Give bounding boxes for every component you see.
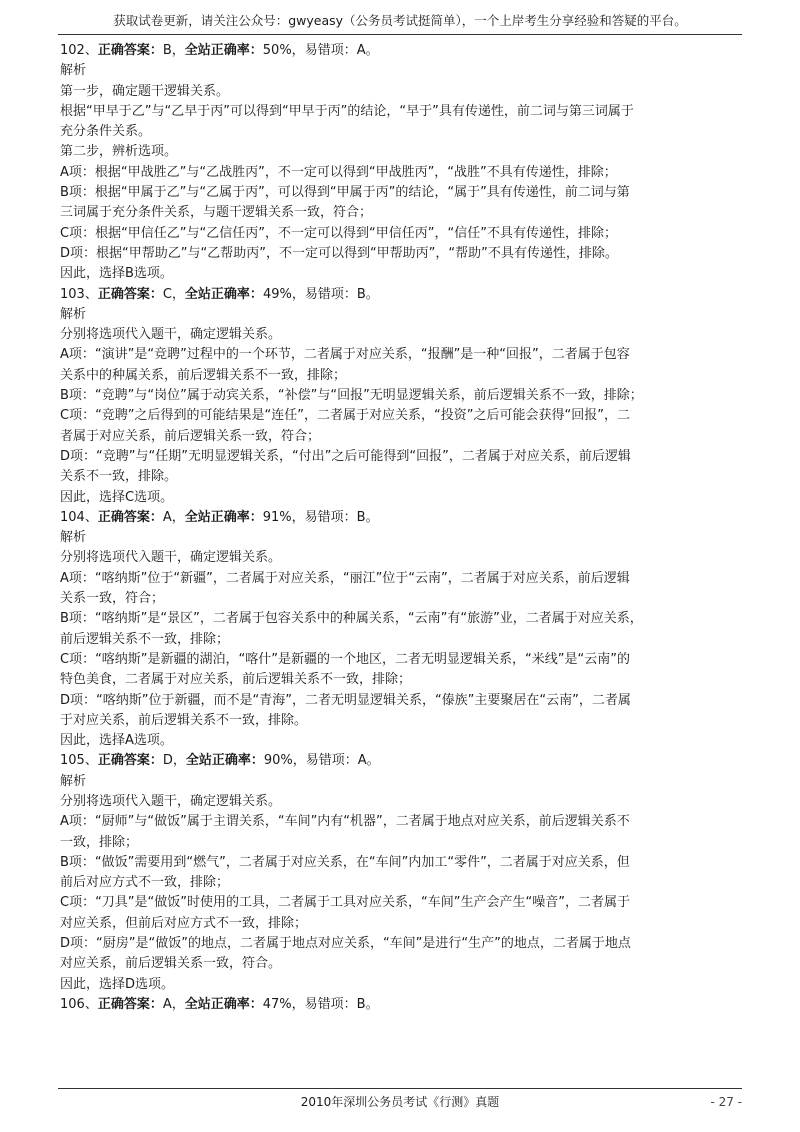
question-number: 103、 xyxy=(60,286,98,302)
answer-value: A， xyxy=(162,996,185,1012)
answer-label: 正确答案： xyxy=(97,286,163,302)
analysis-line: 充分条件关系。 xyxy=(60,124,152,140)
answer-label: 正确答案： xyxy=(97,753,163,769)
question-block xyxy=(60,285,746,508)
analysis-line: 分别将选项代入题干，确定逻辑关系。 xyxy=(60,327,282,343)
analysis-line: A项：根据“甲战胜乙”与“乙战胜丙”，不一定可以得到“甲战胜丙”，“战胜”不具有传递性，排除； xyxy=(60,164,617,180)
analysis-line: 关系不一致，排除。 xyxy=(60,469,178,485)
answer-label: 正确答案： xyxy=(97,43,163,58)
analysis-heading: 解析 xyxy=(60,773,87,789)
wrong-option: 易错项：A。 xyxy=(304,43,379,58)
question-header xyxy=(60,41,746,61)
rate-value: 91%， xyxy=(262,509,305,525)
wrong-option: 易错项：B。 xyxy=(304,286,379,302)
rate-label: 全站正确率： xyxy=(184,286,263,302)
question-block xyxy=(60,41,746,285)
answer-value: A， xyxy=(162,509,185,525)
analysis-line: 于对应关系，前后逻辑关系不一致，排除。 xyxy=(60,712,308,728)
question-header xyxy=(60,751,746,771)
analysis-line: 因此，选择C选项。 xyxy=(60,489,174,505)
answer-label: 正确答案： xyxy=(97,509,163,525)
analysis-line: D项：“厨房”是“做饭”的地点，二者属于地点对应关系，“车间”是进行“生产”的地点，二者属于地点 xyxy=(60,936,631,952)
analysis-line: B项：“做饭”需要用到“燃气”，二者属于对应关系，在“车间”内加工“零件”，二者属于对应关系，但 xyxy=(60,854,630,870)
rate-value: 50%， xyxy=(262,43,305,58)
analysis-line: D项：根据“甲帮助乙”与“乙帮助丙”，不一定可以得到“甲帮助丙”，“帮助”不具有传递性，排除。 xyxy=(60,245,618,261)
analysis-line: B项：“喀纳斯”是“景区”，二者属于包容关系中的种属关系，“云南”有“旅游”业，二者属于对应关系， xyxy=(60,611,643,627)
analysis-line: B项：根据“甲属于乙”与“乙属于丙”，可以得到“甲属于丙”的结论，“属于”具有传递性，前二词与第 xyxy=(60,185,630,201)
analysis-line: 根据“甲早于乙”与“乙早于丙”可以得到“甲早于丙”的结论，“早于”具有传递性，前二词与第三词属于 xyxy=(60,103,634,119)
analysis-line: 对应关系，前后逻辑关系一致，符合。 xyxy=(60,956,282,972)
rate-label: 全站正确率： xyxy=(184,996,263,1012)
answer-value: C， xyxy=(162,286,185,302)
question-number: 104、 xyxy=(60,509,98,525)
analysis-line: 第二步，辨析选项。 xyxy=(60,144,178,160)
analysis-line: 一致，排除； xyxy=(60,834,139,850)
wrong-option: 易错项：B。 xyxy=(304,509,379,525)
question-number: 106、 xyxy=(60,996,98,1012)
question-number: 105、 xyxy=(60,753,98,769)
analysis-line: B项：“竞聘”与“岗位”属于动宾关系，“补偿”与“回报”无明显逻辑关系，前后逻辑关系不一致，排除； xyxy=(60,388,643,404)
question-block xyxy=(60,751,746,995)
question-block xyxy=(60,995,746,1015)
analysis-line: 分别将选项代入题干，确定逻辑关系。 xyxy=(60,793,282,809)
wrong-option: 易错项：A。 xyxy=(305,753,380,769)
analysis-line: 第一步，确定题干逻辑关系。 xyxy=(60,83,230,99)
analysis-line: 对应关系，但前后对应方式不一致，排除； xyxy=(60,915,308,931)
analysis-line: D项：“竞聘”与“任期”无明显逻辑关系，“付出”之后可能得到“回报”，二者属于对应关系，前后逻辑 xyxy=(60,448,631,464)
analysis-line: 三词属于充分条件关系，与题干逻辑关系一致，符合； xyxy=(60,205,373,221)
analysis-line: D项：“喀纳斯”位于新疆，而不是“青海”，二者无明显逻辑关系，“傣族”主要聚居在“云南”，二者属 xyxy=(60,692,631,708)
question-block xyxy=(60,508,746,752)
question-header xyxy=(60,995,746,1015)
wrong-option: 易错项：B。 xyxy=(304,996,379,1012)
analysis-line: 关系一致，符合； xyxy=(60,591,165,607)
analysis-line: 前后对应方式不一致，排除； xyxy=(60,875,230,891)
page-number: - 27 - xyxy=(710,1095,742,1109)
answer-value: B， xyxy=(162,43,185,58)
answer-value: D， xyxy=(162,753,186,769)
analysis-heading: 解析 xyxy=(60,530,87,546)
answer-analysis-content xyxy=(60,41,746,1015)
analysis-line: 特色美食，二者属于对应关系，前后逻辑关系不一致，排除； xyxy=(60,672,412,688)
analysis-line: 因此，选择B选项。 xyxy=(60,266,173,282)
page-footer xyxy=(58,1088,742,1115)
header-text: 获取试卷更新，请关注公众号：gwyeasy（公务员考试挺简单），一个上岸考生分享经验和答疑的平台。 xyxy=(113,13,687,28)
rate-value: 90%， xyxy=(263,753,306,769)
analysis-line: A项：“演讲”是“竞聘”过程中的一个环节，二者属于对应关系，“报酬”是一种“回报”，二者属于包容 xyxy=(60,347,630,363)
question-header xyxy=(60,285,746,305)
footer-title: 2010年深圳公务员考试《行测》真题 xyxy=(300,1095,500,1109)
rate-value: 49%， xyxy=(262,286,305,302)
question-number: 102、 xyxy=(60,43,98,58)
analysis-heading: 解析 xyxy=(60,63,87,79)
analysis-line: A项：“厨师”与“做饭”属于主谓关系，“车间”内有“机器”，二者属于地点对应关系，前后逻辑关系不 xyxy=(60,814,630,830)
rate-label: 全站正确率： xyxy=(184,43,263,58)
analysis-line: 分别将选项代入题干，确定逻辑关系。 xyxy=(60,550,282,566)
rate-label: 全站正确率： xyxy=(185,753,264,769)
analysis-line: 者属于对应关系，前后逻辑关系一致，符合； xyxy=(60,428,321,444)
analysis-heading: 解析 xyxy=(60,306,87,322)
answer-label: 正确答案： xyxy=(97,996,163,1012)
analysis-line: 关系中的种属关系，前后逻辑关系不一致，排除； xyxy=(60,367,347,383)
rate-value: 47%， xyxy=(262,996,305,1012)
question-header xyxy=(60,508,746,528)
analysis-line: C项：“喀纳斯”是新疆的湖泊，“喀什”是新疆的一个地区，二者无明显逻辑关系，“米线”是“云南”的 xyxy=(60,651,630,667)
analysis-line: 前后逻辑关系不一致，排除； xyxy=(60,631,230,647)
analysis-line: 因此，选择D选项。 xyxy=(60,976,175,992)
analysis-line: C项：根据“甲信任乙”与“乙信任丙”，不一定可以得到“甲信任丙”，“信任”不具有传递性，排除； xyxy=(60,225,617,241)
analysis-line: C项：“刀具”是“做饭”时使用的工具，二者属于工具对应关系，“车间”生产会产生“噪音”，二者属于 xyxy=(60,895,630,911)
analysis-line: 因此，选择A选项。 xyxy=(60,733,173,749)
analysis-line: C项：“竞聘”之后得到的可能结果是“连任”，二者属于对应关系，“投资”之后可能会获得“回报”，二 xyxy=(60,408,630,424)
rate-label: 全站正确率： xyxy=(184,509,263,525)
analysis-line: A项：“喀纳斯”位于“新疆”，二者属于对应关系，“丽江”位于“云南”，二者属于对应关系，前后逻辑 xyxy=(60,570,630,586)
page-header xyxy=(58,6,742,35)
